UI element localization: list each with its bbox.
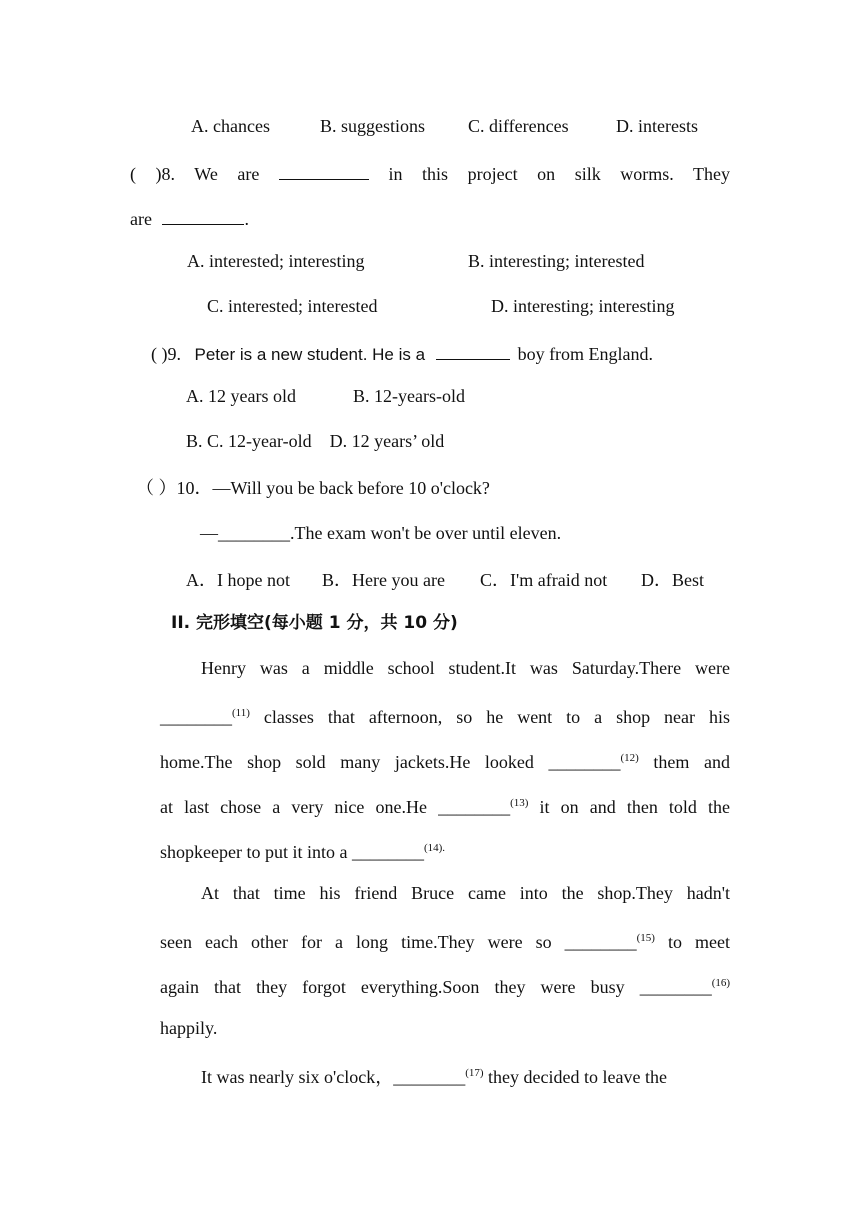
q8-text-1: We are: [194, 164, 260, 184]
q8-blank-2: [162, 206, 244, 225]
q10-option-c: C．I'm afraid not: [480, 570, 608, 590]
q10-answer-blank: —________: [200, 523, 290, 543]
q10-stem: [136, 476, 490, 500]
q7-option-a: A. chances: [191, 116, 270, 136]
q9-text-1: Peter is a new student. He is a: [194, 345, 426, 364]
q9-text-2: boy from England.: [517, 344, 654, 364]
q10-response: [200, 521, 561, 545]
passage-p2-line-2: [160, 926, 730, 954]
section-heading-cloze: II. 完形填空(每小题 1 分，共 10 分): [171, 613, 458, 633]
q9-blank: [436, 341, 510, 360]
q8-text-2: in this project on silk worms. They: [388, 164, 730, 184]
passage-p3-line-1-text: It was nearly six o'clock，: [201, 1067, 394, 1087]
passage-p1-line-4: [160, 791, 730, 819]
q9-stem: [151, 341, 653, 367]
blank-12: ________$^{(12)}$: [548, 752, 639, 772]
q9-option-a: A. 12 years old: [186, 386, 296, 406]
q8-stem-line-2: [130, 206, 249, 231]
passage-p2-line-2-rest: to meet: [668, 932, 731, 952]
passage-p3-line-1-rest: they decided to leave the: [483, 1067, 667, 1087]
q7-option-c: C. differences: [468, 116, 569, 136]
passage-p1-line-2-text: classes that afternoon, so he went to a shop near his: [263, 707, 731, 727]
q8-stem-line-1: [130, 161, 730, 186]
passage-p1-line-5-text: shopkeeper to put it into a: [160, 842, 352, 862]
q10-answer-bracket: （ ）10．: [136, 478, 213, 498]
passage-p2-line-4: happily.: [160, 1018, 218, 1038]
q8-option-d: D. interesting; interesting: [491, 296, 675, 316]
passage-p1-line-3-rest: them and: [653, 752, 730, 772]
blank-15: ________$^{(15)}$: [564, 932, 655, 952]
blank-16: ________$^{(16)}$: [639, 977, 731, 997]
q8-text-3: are: [130, 209, 152, 229]
blank-13: ________$^{(13)}$: [438, 797, 529, 817]
q10-option-a: A．I hope not: [186, 570, 290, 590]
q10-option-d: D．Best: [641, 570, 704, 590]
passage-p1-line-3: [160, 746, 730, 774]
q8-option-a: A. interested; interesting: [187, 251, 365, 271]
q7-option-b: B. suggestions: [320, 116, 426, 136]
passage-p2-line-3-text: again that they forgot everything.Soon they were busy: [160, 977, 625, 997]
blank-14: ________$^{(14).}$: [351, 842, 446, 862]
q9-answer-bracket: ( )9.: [151, 344, 181, 364]
q9-option-c-d: B. C. 12-year-old D. 12 years’ old: [186, 431, 445, 451]
passage-p1-line-1: Henry was a middle school student.It was Saturday.There were: [201, 658, 730, 678]
q8-answer-bracket: ( )8.: [130, 164, 176, 184]
passage-p1-line-3-text: home.The shop sold many jackets.He looked: [160, 752, 534, 772]
passage-p1-line-5: [160, 836, 445, 864]
passage-p3-line-1: [201, 1061, 667, 1089]
passage-p1-line-4-rest: it on and then told the: [539, 797, 731, 817]
q10-answer-rest: .The exam won't be over until eleven.: [290, 523, 562, 543]
q10-option-b: B．Here you are: [322, 570, 445, 590]
passage-p1-line-4-text: at last chose a very nice one.He: [160, 797, 427, 817]
q10-question: —Will you be back before 10 o'clock?: [212, 478, 490, 498]
q9-option-b: B. 12-years-old: [353, 386, 465, 406]
passage-p2-line-1: At that time his friend Bruce came into the shop.They hadn't: [201, 883, 730, 903]
q8-blank-1: [279, 161, 369, 180]
q8-period: .: [244, 209, 249, 229]
blank-11: ________$^{(11)}$: [160, 707, 250, 727]
blank-17: ________$^{(17)}$: [393, 1067, 484, 1087]
q8-option-c: C. interested; interested: [207, 296, 378, 316]
q8-option-b: B. interesting; interested: [468, 251, 645, 271]
passage-p2-line-2-text: seen each other for a long time.They were so: [160, 932, 552, 952]
passage-p2-line-3: [160, 971, 730, 999]
passage-p1-line-2: [160, 701, 730, 729]
q7-option-d: D. interests: [616, 116, 698, 136]
